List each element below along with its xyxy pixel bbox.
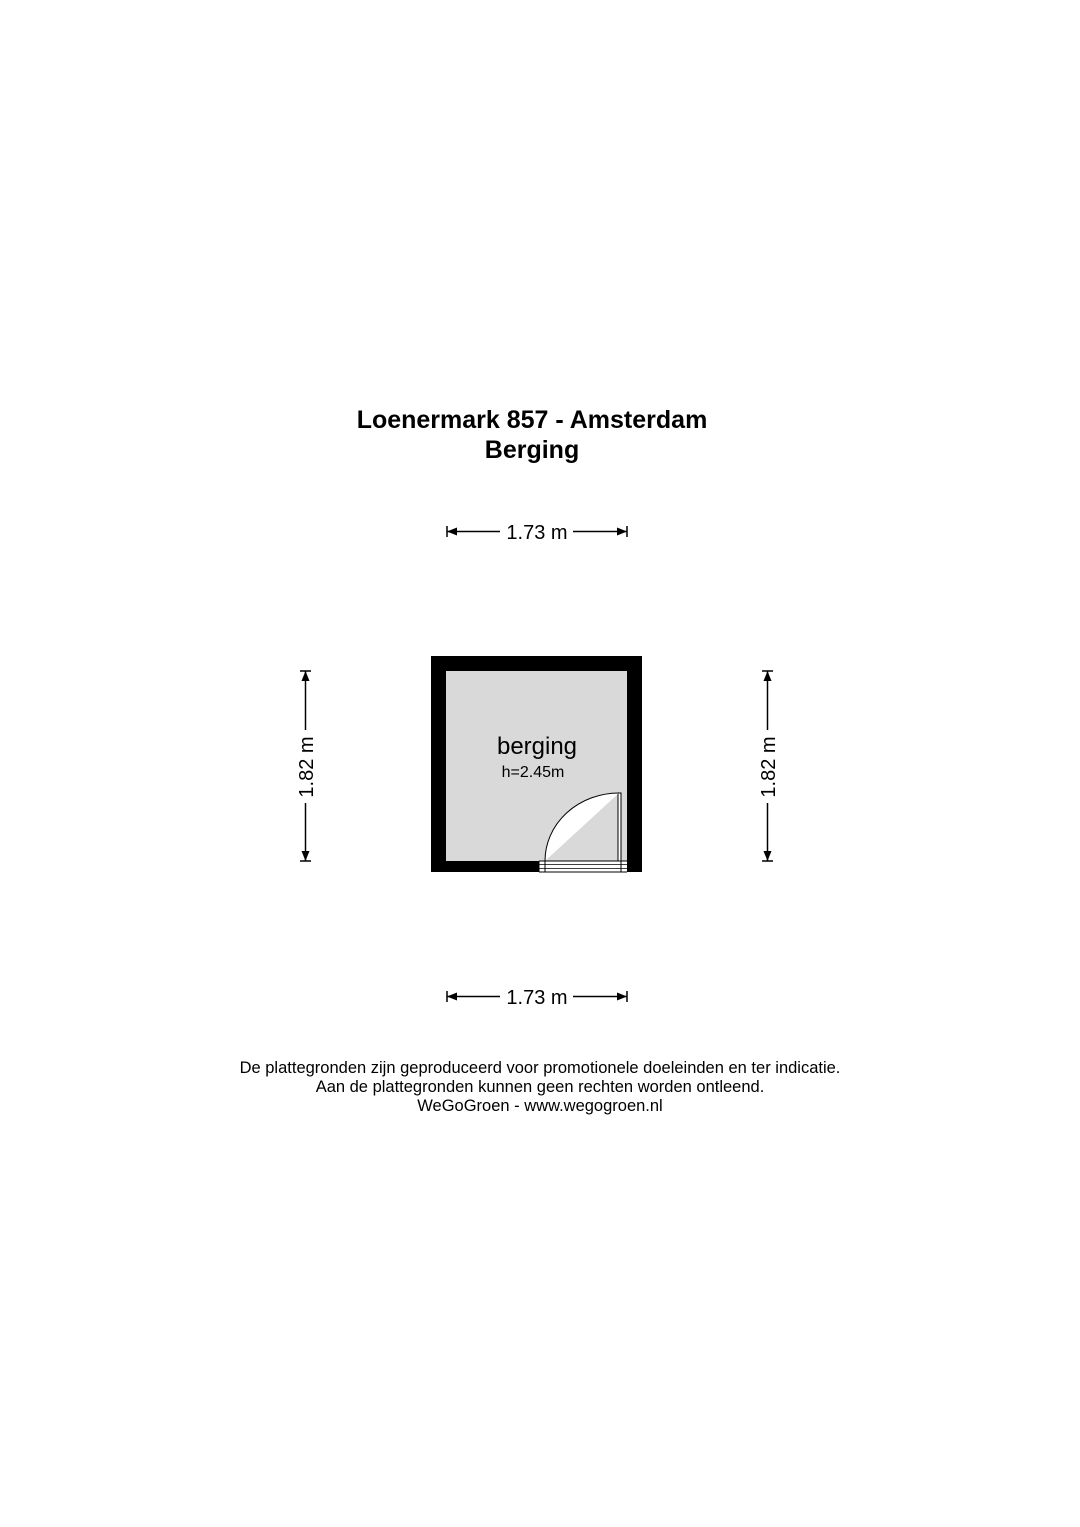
room-height-label: h=2.45m [501,764,565,781]
plan-title-address: Loenermark 857 - Amsterdam [356,406,708,434]
dimension-label-right: 1.82 m [758,736,780,798]
room-name-label: berging [496,733,578,760]
dimension-right [758,671,780,861]
dimension-label-left: 1.82 m [296,736,318,798]
door-leaf [618,793,621,861]
dimension-label-top: 1.73 m [506,522,568,544]
room-berging [431,656,642,872]
disclaimer-line-2: Aan de plattegronden kunnen geen rechten worden ontleend. [315,1078,765,1096]
disclaimer-line-1: De plattegronden zijn geproduceerd voor promotionele doeleinden en ter indicatie. [239,1059,841,1077]
dimension-bottom [447,987,627,1009]
dimension-top [447,522,627,544]
door-opening [539,861,627,872]
dimension-label-bottom: 1.73 m [506,987,568,1009]
plan-title-floor: Berging [484,436,580,464]
disclaimer-line-3: WeGoGroen - www.wegogroen.nl [417,1097,663,1115]
dimension-left [296,671,318,861]
